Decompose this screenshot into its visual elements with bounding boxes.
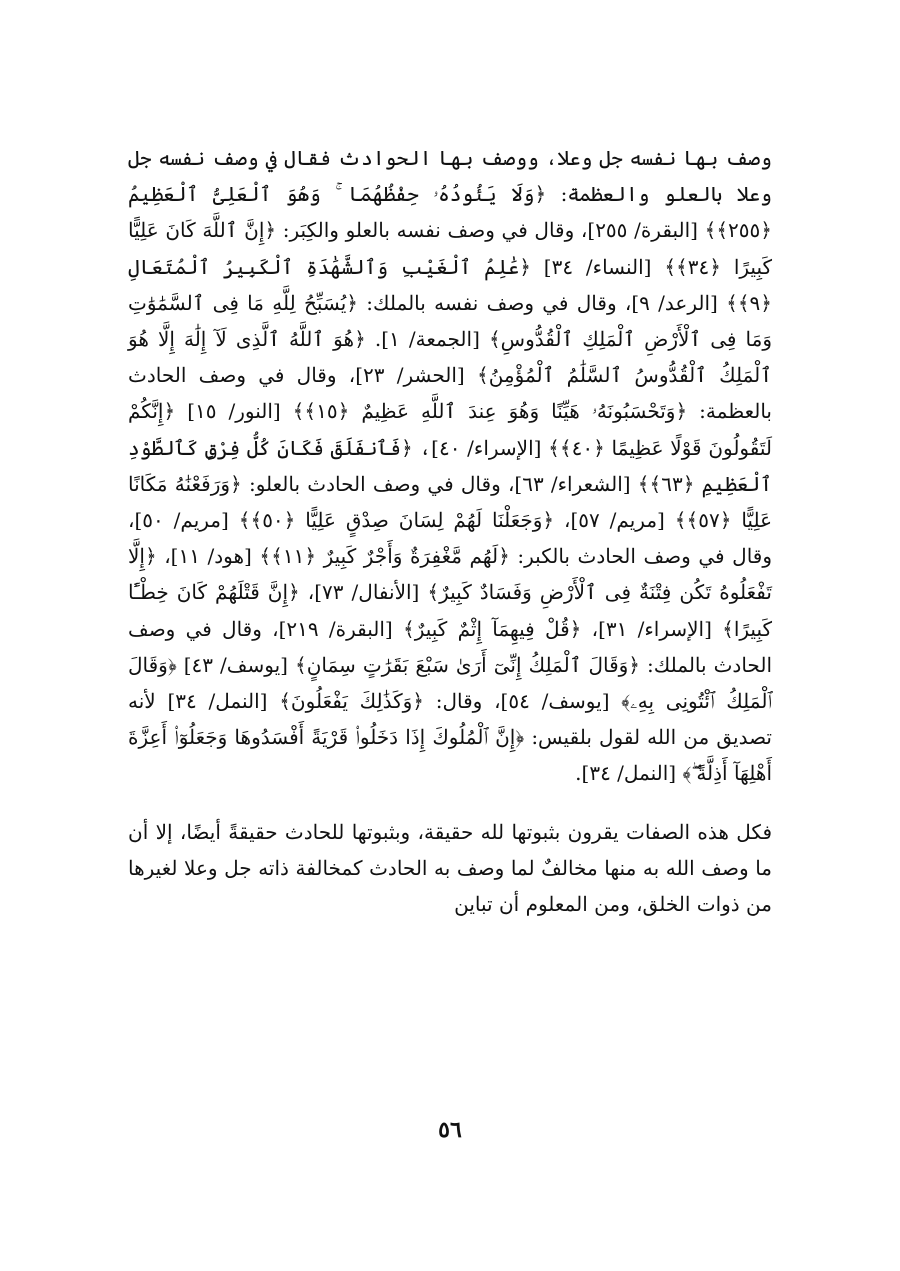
page-body <box>128 140 772 922</box>
page-number: ٥٦ <box>438 1117 462 1143</box>
paragraph-1: وصف بها نفسه جل وعلا، ووصف بها الحوادث فقال في وصف نفسه جل وعلا بالعلو والعظمة: ﴿وَلَا يَئُودُهُۥ حِفْظُهُمَا ۚ وَهُوَ ٱلْعَلِىُّ ٱلْعَظِيمُ ﴿٢٥٥﴾﴾ [البقرة/ ٢٥٥]، وقال في وصف نفسه بالعلو والكِبَر: ﴿إِنَّ ٱللَّهَ كَانَ عَلِيًّا كَبِيرًا ﴿٣٤﴾﴾ [النساء/ ٣٤] ﴿عَٰلِمُ ٱلْغَيْبِ وَٱلشَّهَٰدَةِ ٱلْكَبِيرُ ٱلْمُتَعَالِ ﴿٩﴾﴾ [الرعد/ ٩]، وقال في وصف نفسه بالملك: ﴿يُسَبِّحُ لِلَّهِ مَا فِى ٱلسَّمَٰوَٰتِ وَمَا فِى ٱلْأَرْضِ ٱلْمَلِكِ ٱلْقُدُّوسِ﴾ [الجمعة/ ١]. ﴿هُوَ ٱللَّهُ ٱلَّذِى لَآ إِلَٰهَ إِلَّا هُوَ ٱلْمَلِكُ ٱلْقُدُّوسُ ٱلسَّلَٰمُ ٱلْمُؤْمِنُ﴾ [الحشر/ ٢٣]، وقال في وصف الحادث بالعظمة: ﴿وَتَحْسَبُونَهُۥ هَيِّنًا وَهُوَ عِندَ ٱللَّهِ عَظِيمٌ ﴿١٥﴾﴾ [النور/ ١٥] ﴿إِنَّكُمْ لَتَقُولُونَ قَوْلًا عَظِيمًا ﴿٤٠﴾﴾ [الإسراء/ ٤٠]، ﴿فَٱنفَلَقَ فَكَانَ كُلُّ فِرْقٍ كَٱلطَّوْدِ ٱلْعَظِيمِ ﴿٦٣﴾﴾ [الشعراء/ ٦٣]، وقال في وصف الحادث بالعلو: ﴿وَرَفَعْنَٰهُ مَكَانًا عَلِيًّا ﴿٥٧﴾﴾ [مريم/ ٥٧]، ﴿وَجَعَلْنَا لَهُمْ لِسَانَ صِدْقٍ عَلِيًّا ﴿٥٠﴾﴾ [مريم/ ٥٠]، وقال في وصف الحادث بالكبر: ﴿لَهُم مَّغْفِرَةٌ وَأَجْرٌ كَبِيرٌ ﴿١١﴾﴾ [هود/ ١١]، ﴿إِلَّا تَفْعَلُوهُ تَكُن فِتْنَةٌ فِى ٱلْأَرْضِ وَفَسَادٌ كَبِيرٌ﴾ [الأنفال/ ٧٣]، ﴿إِنَّ قَتْلَهُمْ كَانَ خِطْـًٔا كَبِيرًا﴾ [الإسراء/ ٣١]، ﴿قُلْ فِيهِمَآ إِثْمٌ كَبِيرٌ﴾ [البقرة/ ٢١٩]، وقال في وصف الحادث بالملك: ﴿وَقَالَ ٱلْمَلِكُ إِنِّىٓ أَرَىٰ سَبْعَ بَقَرَٰتٍ سِمَانٍ﴾ [يوسف/ ٤٣] ﴿وَقَالَ ٱلْمَلِكُ ٱئْتُونِى بِهِۦ﴾ [يوسف/ ٥٤]، وقال: ﴿وَكَذَٰلِكَ يَفْعَلُونَ﴾ [النمل/ ٣٤] لأنه تصديق من الله لقول بلقيس: ﴿إِنَّ ٱلْمُلُوكَ إِذَا دَخَلُوا۟ قَرْيَةً أَفْسَدُوهَا وَجَعَلُوٓا۟ أَعِزَّةَ أَهْلِهَآ أَذِلَّةً ۖ﴾ [النمل/ ٣٤]. <box>128 146 773 786</box>
paragraph-2: فكل هذه الصفات يقرون بثبوتها لله حقيقة، وبثبوتها للحادث حقيقةً أيضًا، إلا أن ما وصف الله به منها مخالفٌ لما وصف به الحادث كمخالفة ذاته جل وعلا لغيرها من ذوات الخلق، ومن المعلوم أن تباين <box>128 819 772 917</box>
